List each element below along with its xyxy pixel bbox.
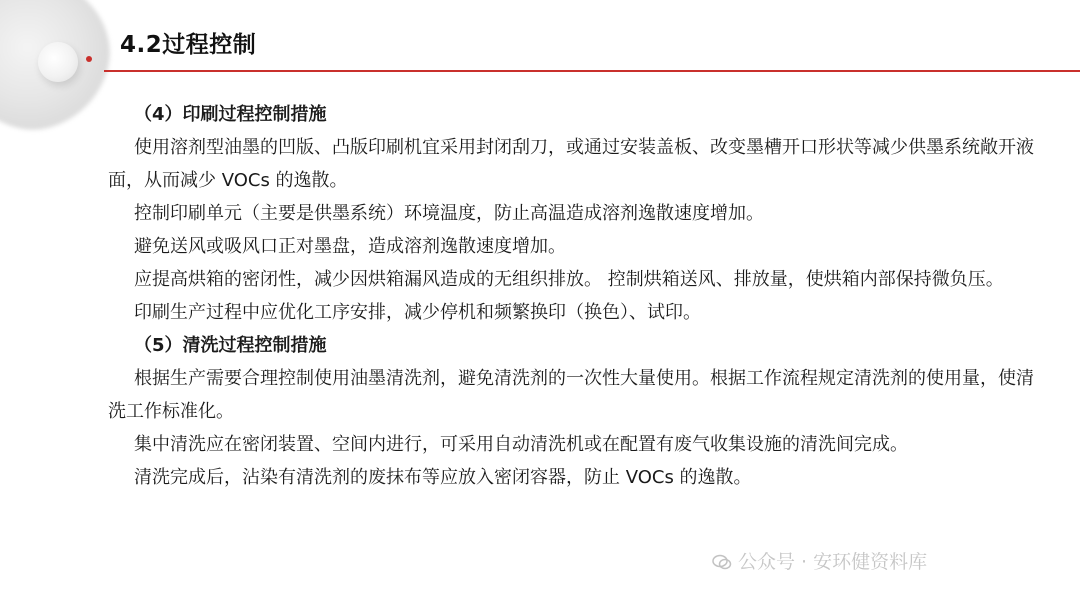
watermark-text: 公众号 · 安环健资料库	[738, 551, 928, 573]
paragraph: 清洗完成后，沾染有清洗剂的废抹布等应放入密闭容器，防止 VOCs 的逸散。	[134, 467, 752, 488]
paragraph: 控制印刷单元（主要是供墨系统）环境温度，防止高温造成溶剂逸散速度增加。	[134, 203, 764, 224]
paragraph: 集中清洗应在密闭装置、空间内进行，可采用自动清洗机或在配置有废气收集设施的清洗间完成。	[134, 434, 908, 455]
section-heading-printing: （4）印刷过程控制措施	[134, 104, 327, 125]
decorative-circle-small	[38, 42, 78, 82]
section-heading-cleaning: （5）清洗过程控制措施	[134, 335, 327, 356]
paragraph: 根据生产需要合理控制使用油墨清洗剂，避免清洗剂的一次性大量使用。根据工作流程规定清洗剂的使用量，使清洗工作标准化。	[108, 368, 1034, 422]
watermark	[712, 547, 927, 574]
paragraph: 应提高烘箱的密闭性，减少因烘箱漏风造成的无组织排放。 控制烘箱送风、排放量，使烘箱内部保持微负压。	[134, 269, 1004, 290]
paragraph: 使用溶剂型油墨的凹版、凸版印刷机宜采用封闭刮刀，或通过安装盖板、改变墨槽开口形状等减少供墨系统敞开液面，从而减少 VOCs 的逸散。	[108, 137, 1034, 191]
slide-content	[108, 98, 1038, 494]
page-title: 4.2过程控制	[120, 32, 257, 58]
title-divider	[104, 70, 1080, 72]
paragraph: 避免送风或吸风口正对墨盘，造成溶剂逸散速度增加。	[134, 236, 566, 257]
wechat-icon	[712, 554, 732, 570]
paragraph: 印刷生产过程中应优化工序安排，减少停机和频繁换印（换色）、试印。	[134, 302, 701, 323]
decorative-dot	[86, 56, 92, 62]
